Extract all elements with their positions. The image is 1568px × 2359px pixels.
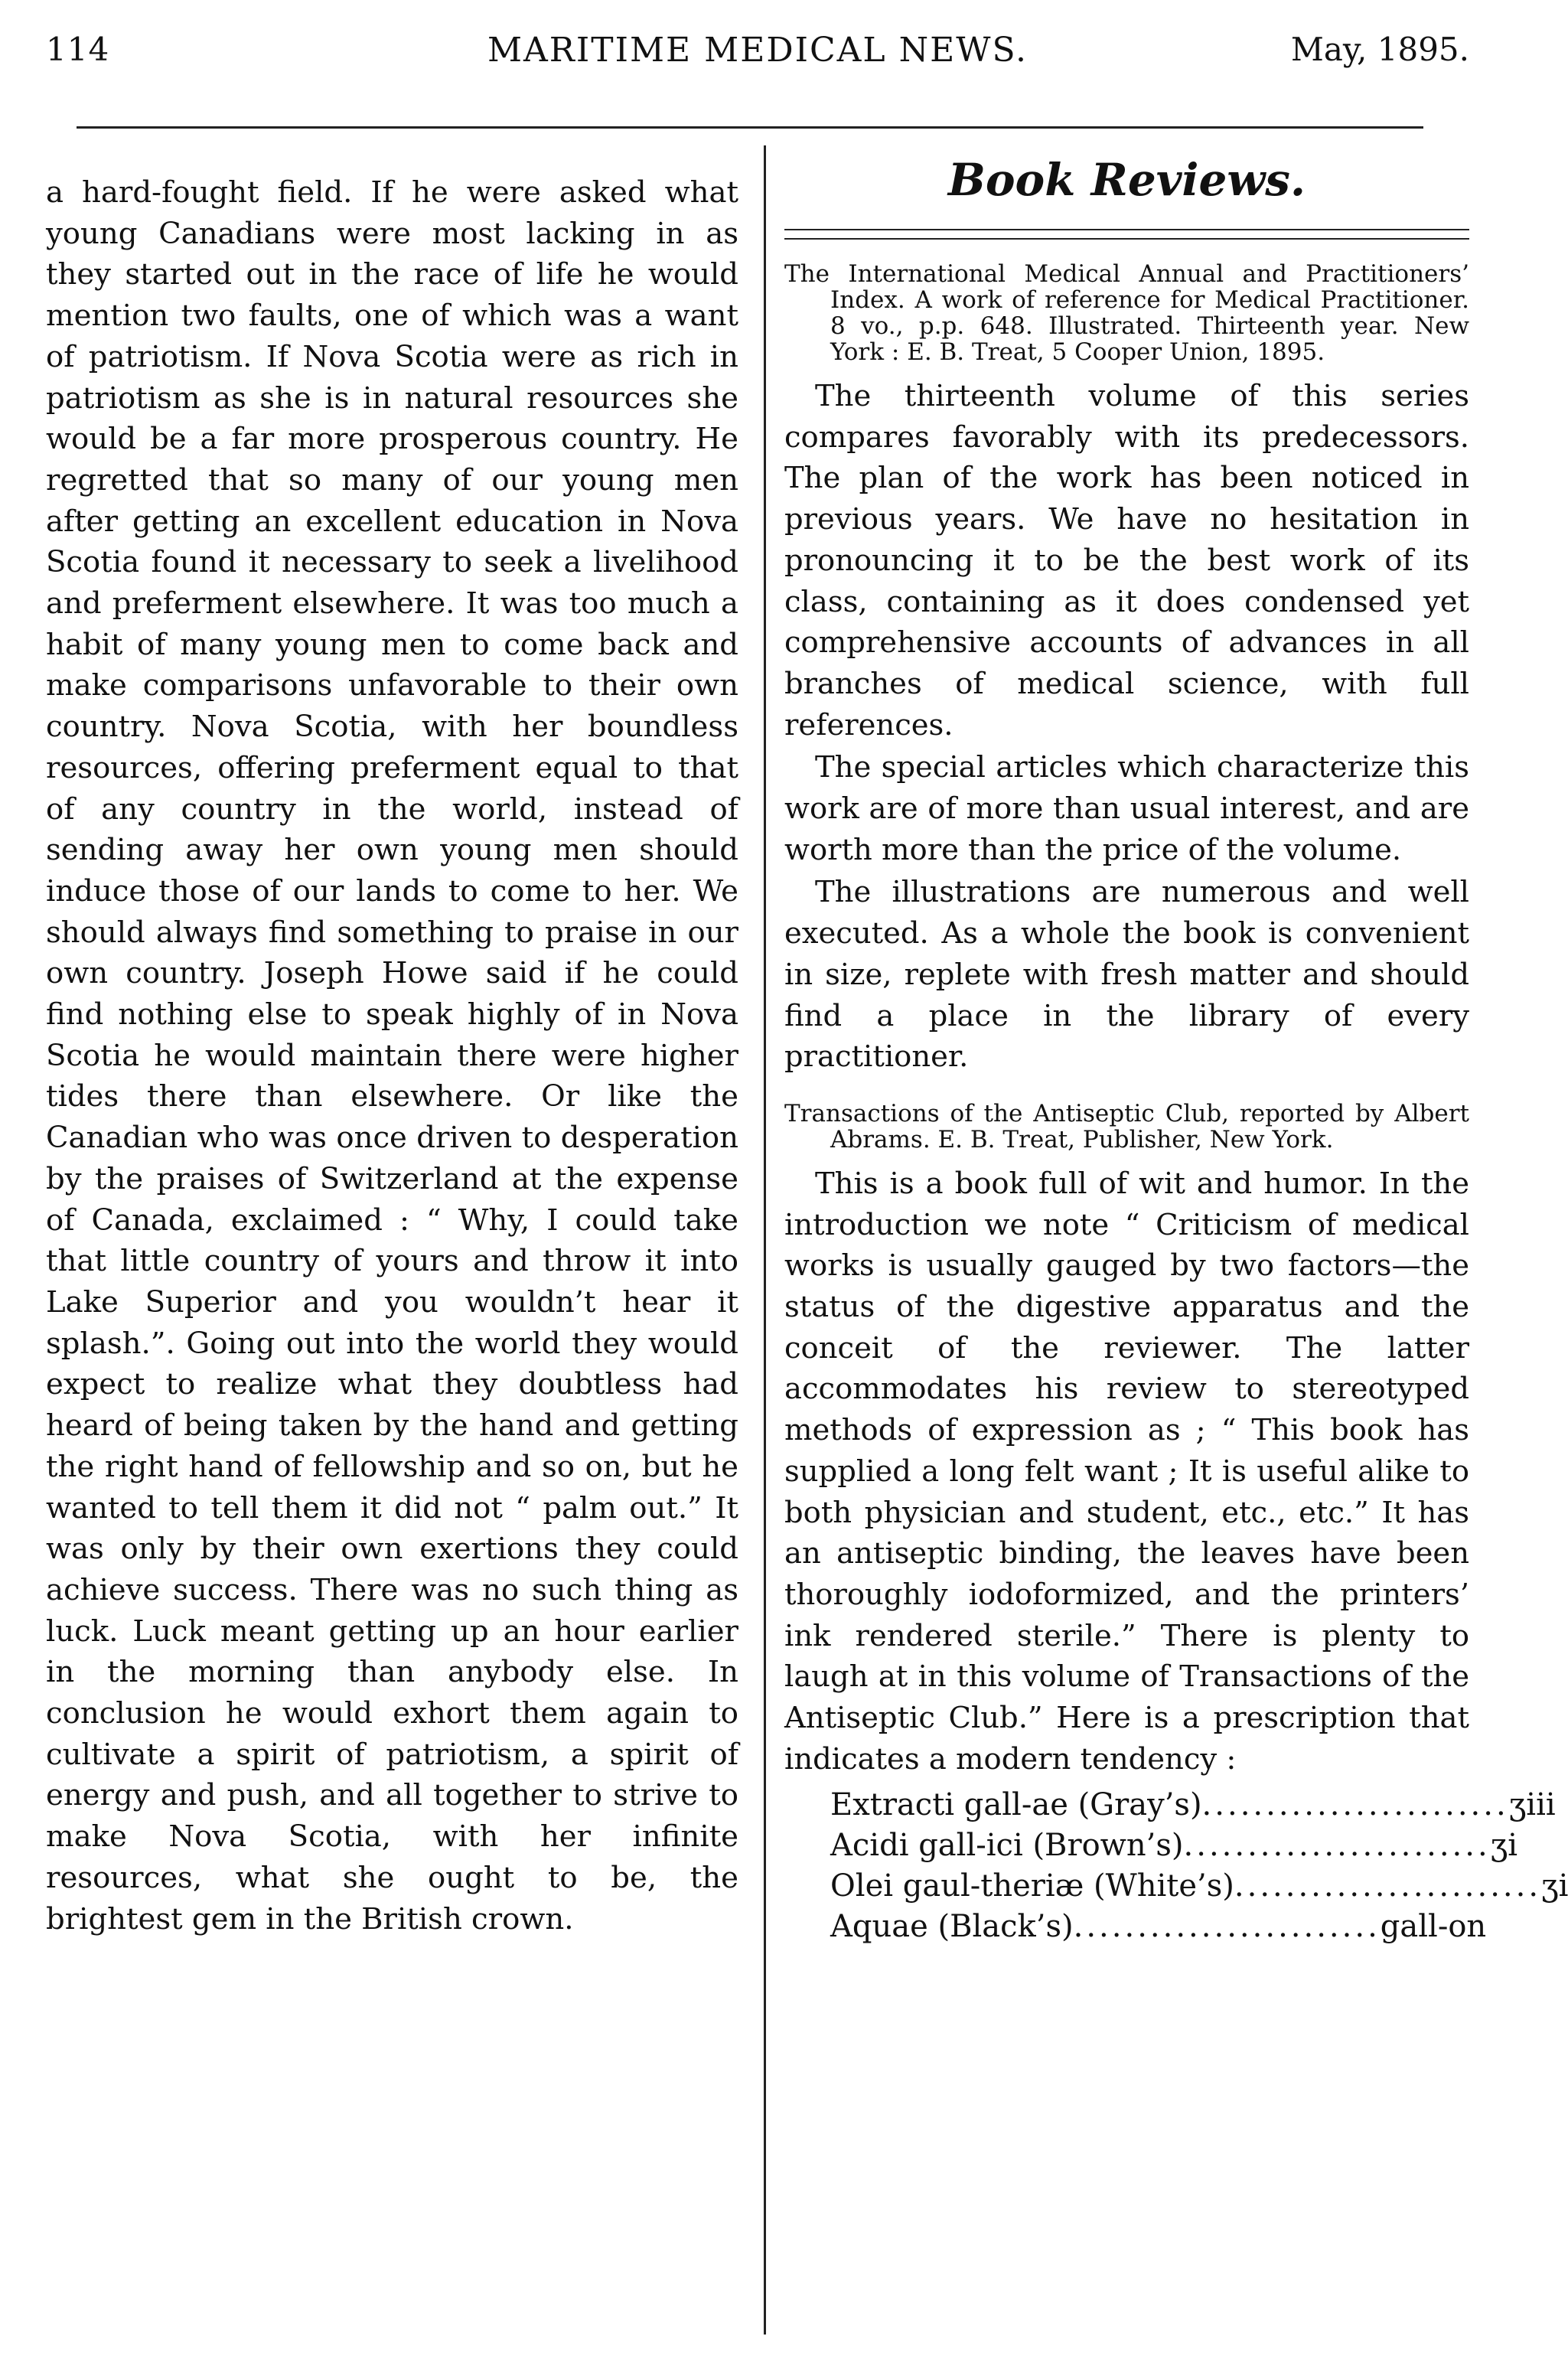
prescription — [830, 1785, 1568, 1947]
journal-title: MARITIME MEDICAL NEWS. — [487, 31, 1028, 70]
quantity: ʒiii — [1508, 1786, 1556, 1822]
left-column — [46, 172, 738, 1940]
prescription-line — [830, 1785, 1556, 1826]
review1-paragraph: The illustrations are numerous and well executed. As a whole the book is convenient in size, replete with fresh matter and should find a place in the library of every practitioner. — [784, 875, 1469, 1075]
leader-dots: ........................ — [1183, 1827, 1491, 1863]
leader-dots: ........................ — [1073, 1908, 1381, 1944]
page-number: 114 — [46, 31, 110, 68]
ingredient: Aquae (Black’s) — [830, 1908, 1074, 1944]
review2-paragraph: This is a book full of wit and humor. In the introduction we note “ Criticism of medical works is usually gauged by two factors—the status of the digestive apparatus and the conceit of the reviewer. The latter accommodates his review to stereotyped methods of expression as ; “ This book has supplied a long felt want ; It is useful alike to both physician and student, etc., etc.” It has an antiseptic binding, the leaves have been thoroughly iodoformized, and the printers’ ink rendered sterile.” There is plenty to laugh at in this volume of Transactions of the Antiseptic Club.” Here is a prescription that indicates a modern tendency : — [784, 1166, 1469, 1777]
quantity: ʒi — [1541, 1868, 1568, 1904]
review1-paragraph: The special articles which characterize this work are of more than usual interest, and are worth more than the price of the volume. — [784, 750, 1469, 867]
quantity: gall-on — [1380, 1908, 1487, 1944]
right-column — [784, 154, 1568, 1947]
review2-citation: Transactions of the Antiseptic Club, reported by Albert Abrams. E. B. Treat, Publisher, New York. — [784, 1099, 1469, 1153]
article-continuation-text: a hard-fought field. If he were asked what young Canadians were most lacking in as they started out in the race of life he would mention two faults, one of which was a want of patriotism. If Nova Scotia were as rich in patriotism as she is in natural resources she would be a far more prosperous country. He regretted that so many of our young men after getting an excellent education in Nova Scotia found it necessary to seek a livelihood and preferment elsewhere. It was too much a habit of many young men to come back and make comparisons unfavorable to their own country. Nova Scotia, with her boundless resources, offering preferment equal to that of any country in the world, instead of sending away her own young men should induce those of our lands to come to her. We should always find something to praise in our own country. Joseph Howe said if he could find nothing else to speak highly of in Nova Scotia he would maintain there were higher tides there than elsewhere. Or like the Canadian who was once driven to desperation by the praises of Switzerland at the expense of Canada, exclaimed : “ Why, I could take that little country of yours and throw it into Lake Superior and you wouldn’t hear it splash.”. Going out into the world they would expect to realize what they doubtless had heard of being taken by the hand and getting the right hand of fellowship and so on, but he wanted to tell them it did not “ palm out.” It was only by their own exertions they could achieve success. There was no such thing as luck. Luck meant getting up an hour earlier in the morning than anybody else. In conclusion he would exhort them again to cultivate a spirit of patriotism, a spirit of energy and push, and all together to strive to make Nova Scotia, with her infinite resources, what she ought to be, the brightest gem in the British crown. — [46, 175, 738, 1936]
review1-citation: The International Medical Annual and Practitioners’ Index. A work of reference for Medical Practitioner. 8 vo., p.p. 648. Illustrated. Thirteenth year. New York : E. B. Treat, 5 Cooper Union, 1895. — [784, 260, 1469, 366]
leader-dots: ........................ — [1201, 1786, 1509, 1822]
leader-dots: ........................ — [1234, 1868, 1542, 1904]
ingredient: Acidi gall-ici (Brown’s) — [830, 1827, 1184, 1863]
quantity: ʒi — [1490, 1827, 1518, 1863]
page-header — [46, 31, 1469, 84]
header-rule — [77, 126, 1423, 129]
prescription-line — [830, 1866, 1568, 1907]
column-divider — [764, 145, 766, 2335]
section-double-rule — [784, 229, 1469, 240]
issue-date: May, 1895. — [1290, 31, 1469, 68]
review1-paragraph: The thirteenth volume of this series compares favorably with its predecessors. The plan of the work has been noticed in previous years. We have no hesitation in pronouncing it to be the best work of its class, containing as it does condensed yet comprehensive accounts of advances in all branches of medical science, with full references. — [784, 379, 1469, 742]
section-title: Book Reviews. — [947, 154, 1306, 206]
ingredient: Olei gaul-theriæ (White’s) — [830, 1868, 1234, 1904]
ingredient: Extracti gall-ae (Gray’s) — [830, 1786, 1202, 1822]
prescription-line — [830, 1826, 1518, 1866]
prescription-line — [830, 1907, 1487, 1947]
